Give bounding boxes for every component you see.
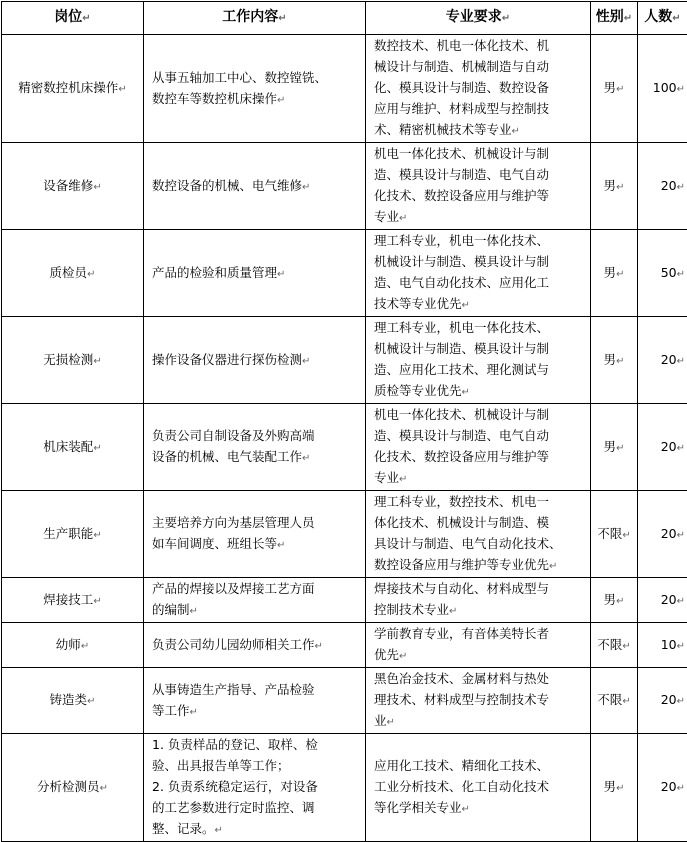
cell-text: 化技术、数控设备应用与维护等	[374, 188, 549, 203]
cell-text: 理工科专业，机电一体化技术、	[374, 320, 549, 335]
paragraph-mark: ↵	[81, 641, 89, 652]
cell-position	[2, 404, 144, 491]
cell-text: 不限	[597, 637, 622, 652]
cell-text: 质检员	[50, 265, 88, 280]
cell-text: 技术等专业优先	[374, 296, 462, 311]
requirement-line	[374, 35, 584, 56]
cell-text: 50	[661, 265, 677, 280]
requirement-line	[374, 446, 584, 467]
cell-text: 专业	[374, 209, 399, 224]
duty-line	[152, 262, 359, 285]
cell-count	[638, 623, 687, 668]
requirement-line	[374, 317, 584, 338]
cell-duty	[144, 734, 366, 842]
cell-text: 男	[604, 779, 617, 794]
cell-text: 数控设备的机械、电气维修	[152, 178, 302, 193]
cell-text: 理工科专业，机电一体化技术、	[374, 233, 549, 248]
paragraph-mark: ↵	[677, 356, 685, 367]
duty-line	[152, 599, 359, 622]
cell-text: 不限	[597, 692, 622, 707]
cell-duty	[144, 578, 366, 623]
cell-text: 负责公司幼儿园幼师相关工作	[152, 637, 315, 652]
cell-text: 产品的焊接以及焊接工艺方面	[152, 581, 315, 596]
cell-text: 控制技术专业	[374, 602, 449, 617]
paragraph-mark: ↵	[616, 269, 624, 280]
requirement-line	[374, 119, 584, 142]
requirement-line	[374, 404, 584, 425]
paragraph-mark: ↵	[677, 84, 685, 95]
table-row	[2, 143, 687, 230]
paragraph-mark: ↵	[190, 707, 198, 718]
duty-line	[152, 512, 359, 533]
cell-text: 产品的检验和质量管理	[152, 265, 277, 280]
table-row	[2, 230, 687, 317]
requirement-line	[374, 599, 584, 622]
paragraph-mark: ↵	[677, 783, 685, 794]
cell-duty	[144, 35, 366, 143]
paragraph-mark: ↵	[677, 596, 685, 607]
cell-count	[638, 668, 687, 734]
requirement-line	[374, 578, 584, 599]
cell-text: 专业	[374, 470, 399, 485]
cell-text: 应用化工技术、精细化工技术、	[374, 758, 549, 773]
cell-position	[2, 578, 144, 623]
requirement-line	[374, 143, 584, 164]
paragraph-mark: ↵	[449, 606, 457, 617]
paragraph-mark: ↵	[512, 126, 520, 137]
paragraph-mark: ↵	[399, 474, 407, 485]
cell-text: 20	[661, 439, 677, 454]
duty-line	[152, 88, 359, 111]
paragraph-mark: ↵	[677, 641, 685, 652]
cell-text: 优先	[374, 647, 399, 662]
cell-text: 如车间调度、班组长等	[152, 536, 277, 551]
paragraph-mark: ↵	[387, 717, 395, 728]
cell-text: 机电一体化技术、机械设计与制	[374, 407, 549, 422]
cell-text: 主要培养方向为基层管理人员	[152, 515, 315, 530]
header-row	[2, 2, 687, 35]
paragraph-mark: ↵	[190, 606, 198, 617]
requirement-line	[374, 425, 584, 446]
cell-text: 无损检测	[43, 352, 93, 367]
cell-text: 具设计与制造、电气自动化技术、	[374, 536, 562, 551]
cell-text: 精密数控机床操作	[18, 80, 118, 95]
requirement-line	[374, 380, 584, 403]
cell-gender	[591, 143, 638, 230]
duty-line	[152, 634, 359, 657]
header-gender: 性别↵	[591, 2, 638, 35]
cell-text: 学前教育专业，有音体美特长者	[374, 626, 549, 641]
cell-text: 不限	[597, 526, 622, 541]
cell-text: 100	[653, 80, 677, 95]
paragraph-mark: ↵	[302, 182, 310, 193]
cell-position	[2, 668, 144, 734]
cell-count	[638, 35, 687, 143]
requirement-line	[374, 251, 584, 272]
cell-gender	[591, 230, 638, 317]
cell-text: 焊接技术与自动化、材料成型与	[374, 581, 549, 596]
cell-gender	[591, 734, 638, 842]
paragraph-mark: ↵	[677, 530, 685, 541]
cell-text: 造、应用化工技术、理化测试与	[374, 362, 549, 377]
requirement-line	[374, 755, 584, 776]
requirement-line	[374, 554, 584, 577]
cell-requirement	[366, 623, 591, 668]
cell-position	[2, 734, 144, 842]
cell-text: 等化学相关专业	[374, 800, 462, 815]
paragraph-mark: ↵	[93, 182, 101, 193]
duty-line	[152, 776, 359, 797]
paragraph-mark: ↵	[677, 696, 685, 707]
cell-gender	[591, 668, 638, 734]
cell-text: 质检等专业优先	[374, 383, 462, 398]
duty-line	[152, 446, 359, 469]
cell-text: 20	[661, 178, 677, 193]
paragraph-mark: ↵	[93, 596, 101, 607]
cell-text: 机械设计与制造、模具设计与制	[374, 254, 549, 269]
table-row	[2, 734, 687, 842]
cell-position	[2, 317, 144, 404]
cell-text: 等工作	[152, 703, 190, 718]
table-row	[2, 491, 687, 578]
cell-duty	[144, 668, 366, 734]
requirement-line	[374, 623, 584, 644]
header-duty: 工作内容↵	[144, 2, 366, 35]
cell-text: 理技术、材料成型与控制技术专	[374, 692, 549, 707]
cell-gender	[591, 491, 638, 578]
paragraph-mark: ↵	[616, 84, 624, 95]
requirement-line	[374, 797, 584, 820]
duty-line	[152, 797, 359, 818]
header-count: 人数↵	[638, 2, 687, 35]
requirement-line	[374, 668, 584, 689]
cell-text: 黑色冶金技术、金属材料与热处	[374, 671, 549, 686]
cell-text: 幼师	[56, 637, 81, 652]
paragraph-mark: ↵	[215, 825, 223, 836]
cell-count	[638, 578, 687, 623]
table-row	[2, 578, 687, 623]
cell-requirement	[366, 491, 591, 578]
requirement-line	[374, 206, 584, 229]
requirement-line	[374, 272, 584, 293]
table-row	[2, 317, 687, 404]
paragraph-mark: ↵	[302, 453, 310, 464]
paragraph-mark: ↵	[616, 356, 624, 367]
paragraph-mark: ↵	[93, 443, 101, 454]
cell-text: 械设计与制造、机械制造与自动	[374, 59, 549, 74]
recruitment-table	[1, 1, 687, 842]
paragraph-mark: ↵	[462, 387, 470, 398]
cell-duty	[144, 143, 366, 230]
cell-text: 机床装配	[43, 439, 93, 454]
cell-requirement	[366, 578, 591, 623]
cell-count	[638, 491, 687, 578]
cell-position	[2, 623, 144, 668]
cell-text: 的工艺参数进行定时监控、调	[152, 800, 315, 815]
paragraph-mark: ↵	[616, 182, 624, 193]
requirement-line	[374, 77, 584, 98]
cell-count	[638, 143, 687, 230]
header-requirement: 专业要求↵	[366, 2, 591, 35]
header-position: 岗位↵	[2, 2, 144, 35]
cell-text: 造、电气自动化技术、应用化工	[374, 275, 549, 290]
cell-duty	[144, 317, 366, 404]
duty-line	[152, 578, 359, 599]
paragraph-mark: ↵	[677, 182, 685, 193]
paragraph-mark: ↵	[302, 356, 310, 367]
cell-duty	[144, 404, 366, 491]
cell-requirement	[366, 404, 591, 491]
paragraph-mark: ↵	[315, 641, 323, 652]
paragraph-mark: ↵	[677, 443, 685, 454]
cell-text: 20	[661, 592, 677, 607]
cell-text: 设备的机械、电气装配工作	[152, 449, 302, 464]
cell-text: 体化技术、机械设计与制造、模	[374, 515, 549, 530]
requirement-line	[374, 230, 584, 251]
paragraph-mark: ↵	[118, 84, 126, 95]
paragraph-mark: ↵	[462, 300, 470, 311]
table-row	[2, 623, 687, 668]
duty-line	[152, 679, 359, 700]
cell-text: 男	[604, 178, 617, 193]
requirement-line	[374, 710, 584, 733]
requirement-line	[374, 689, 584, 710]
cell-text: 术、精密机械技术等专业	[374, 122, 512, 137]
cell-gender	[591, 578, 638, 623]
paragraph-mark: ↵	[399, 651, 407, 662]
requirement-line	[374, 338, 584, 359]
cell-requirement	[366, 230, 591, 317]
paragraph-mark: ↵	[100, 783, 108, 794]
cell-text: 机电一体化技术、机械设计与制	[374, 146, 549, 161]
cell-text: 造、模具设计与制造、电气自动	[374, 167, 549, 182]
cell-text: 从事五轴加工中心、数控镗铣、	[152, 70, 327, 85]
paragraph-mark: ↵	[277, 269, 285, 280]
cell-count	[638, 734, 687, 842]
cell-text: 验、出具报告单等工作；	[152, 758, 290, 773]
cell-requirement	[366, 734, 591, 842]
requirement-line	[374, 467, 584, 490]
cell-count	[638, 317, 687, 404]
cell-text: 数控技术、机电一体化技术、机	[374, 38, 549, 53]
paragraph-mark: ↵	[616, 443, 624, 454]
cell-text: 生产职能	[43, 526, 93, 541]
requirement-line	[374, 491, 584, 512]
cell-count	[638, 404, 687, 491]
paragraph-mark: ↵	[622, 641, 630, 652]
cell-text: 应用与维护、材料成型与控制技	[374, 101, 549, 116]
cell-duty	[144, 623, 366, 668]
requirement-line	[374, 644, 584, 667]
cell-text: 化技术、数控设备应用与维护等	[374, 449, 549, 464]
duty-line	[152, 700, 359, 723]
duty-line	[152, 425, 359, 446]
cell-text: 从事铸造生产指导、产品检验	[152, 682, 315, 697]
cell-gender	[591, 623, 638, 668]
cell-text: 数控设备应用与维护等专业优先	[374, 557, 549, 572]
paragraph-mark: ↵	[87, 696, 95, 707]
cell-text: 20	[661, 692, 677, 707]
duty-line	[152, 533, 359, 556]
cell-duty	[144, 491, 366, 578]
table-row	[2, 668, 687, 734]
cell-requirement	[366, 35, 591, 143]
cell-duty	[144, 230, 366, 317]
cell-requirement	[366, 143, 591, 230]
requirement-line	[374, 164, 584, 185]
cell-gender	[591, 404, 638, 491]
requirement-line	[374, 533, 584, 554]
cell-requirement	[366, 317, 591, 404]
cell-position	[2, 35, 144, 143]
cell-text: 1. 负责样品的登记、取样、检	[152, 737, 318, 752]
table-row	[2, 404, 687, 491]
table-row	[2, 35, 687, 143]
cell-text: 造、模具设计与制造、电气自动	[374, 428, 549, 443]
cell-text: 负责公司自制设备及外购高端	[152, 428, 315, 443]
cell-text: 20	[661, 779, 677, 794]
cell-text: 男	[604, 439, 617, 454]
cell-requirement	[366, 668, 591, 734]
cell-text: 工业分析技术、化工自动化技术	[374, 779, 549, 794]
duty-line	[152, 67, 359, 88]
paragraph-mark: ↵	[549, 561, 557, 572]
duty-line	[152, 734, 359, 755]
cell-text: 理工科专业，数控技术、机电一	[374, 494, 549, 509]
cell-text: 分析检测员	[37, 779, 100, 794]
paragraph-mark: ↵	[616, 596, 624, 607]
cell-position	[2, 143, 144, 230]
paragraph-mark: ↵	[616, 783, 624, 794]
cell-position	[2, 491, 144, 578]
cell-text: 男	[604, 352, 617, 367]
cell-text: 20	[661, 352, 677, 367]
paragraph-mark: ↵	[462, 804, 470, 815]
paragraph-mark: ↵	[277, 540, 285, 551]
cell-text: 2. 负责系统稳定运行，对设备	[152, 779, 318, 794]
paragraph-mark: ↵	[399, 213, 407, 224]
paragraph-mark: ↵	[622, 530, 630, 541]
cell-text: 操作设备仪器进行探伤检测	[152, 352, 302, 367]
cell-gender	[591, 35, 638, 143]
cell-text: 10	[661, 637, 677, 652]
cell-text: 机械设计与制造、模具设计与制	[374, 341, 549, 356]
paragraph-mark: ↵	[93, 356, 101, 367]
cell-text: 业	[374, 713, 387, 728]
paragraph-mark: ↵	[677, 269, 685, 280]
requirement-line	[374, 359, 584, 380]
cell-text: 男	[604, 265, 617, 280]
cell-count	[638, 230, 687, 317]
cell-gender	[591, 317, 638, 404]
paragraph-mark: ↵	[622, 696, 630, 707]
requirement-line	[374, 776, 584, 797]
cell-text: 男	[604, 592, 617, 607]
requirement-line	[374, 98, 584, 119]
duty-line	[152, 755, 359, 776]
cell-text: 20	[661, 526, 677, 541]
duty-line	[152, 818, 359, 841]
cell-position	[2, 230, 144, 317]
cell-text: 的编制	[152, 602, 190, 617]
cell-text: 焊接技工	[43, 592, 93, 607]
requirement-line	[374, 293, 584, 316]
paragraph-mark: ↵	[93, 530, 101, 541]
duty-line	[152, 349, 359, 372]
cell-text: 设备维修	[43, 178, 93, 193]
cell-text: 铸造类	[50, 692, 88, 707]
requirement-line	[374, 185, 584, 206]
paragraph-mark: ↵	[87, 269, 95, 280]
duty-line	[152, 175, 359, 198]
requirement-line	[374, 56, 584, 77]
paragraph-mark: ↵	[277, 95, 285, 106]
cell-text: 数控车等数控机床操作	[152, 91, 277, 106]
cell-text: 化、模具设计与制造、数控设备	[374, 80, 549, 95]
cell-text: 整、记录。	[152, 821, 215, 836]
requirement-line	[374, 512, 584, 533]
cell-text: 男	[604, 80, 617, 95]
